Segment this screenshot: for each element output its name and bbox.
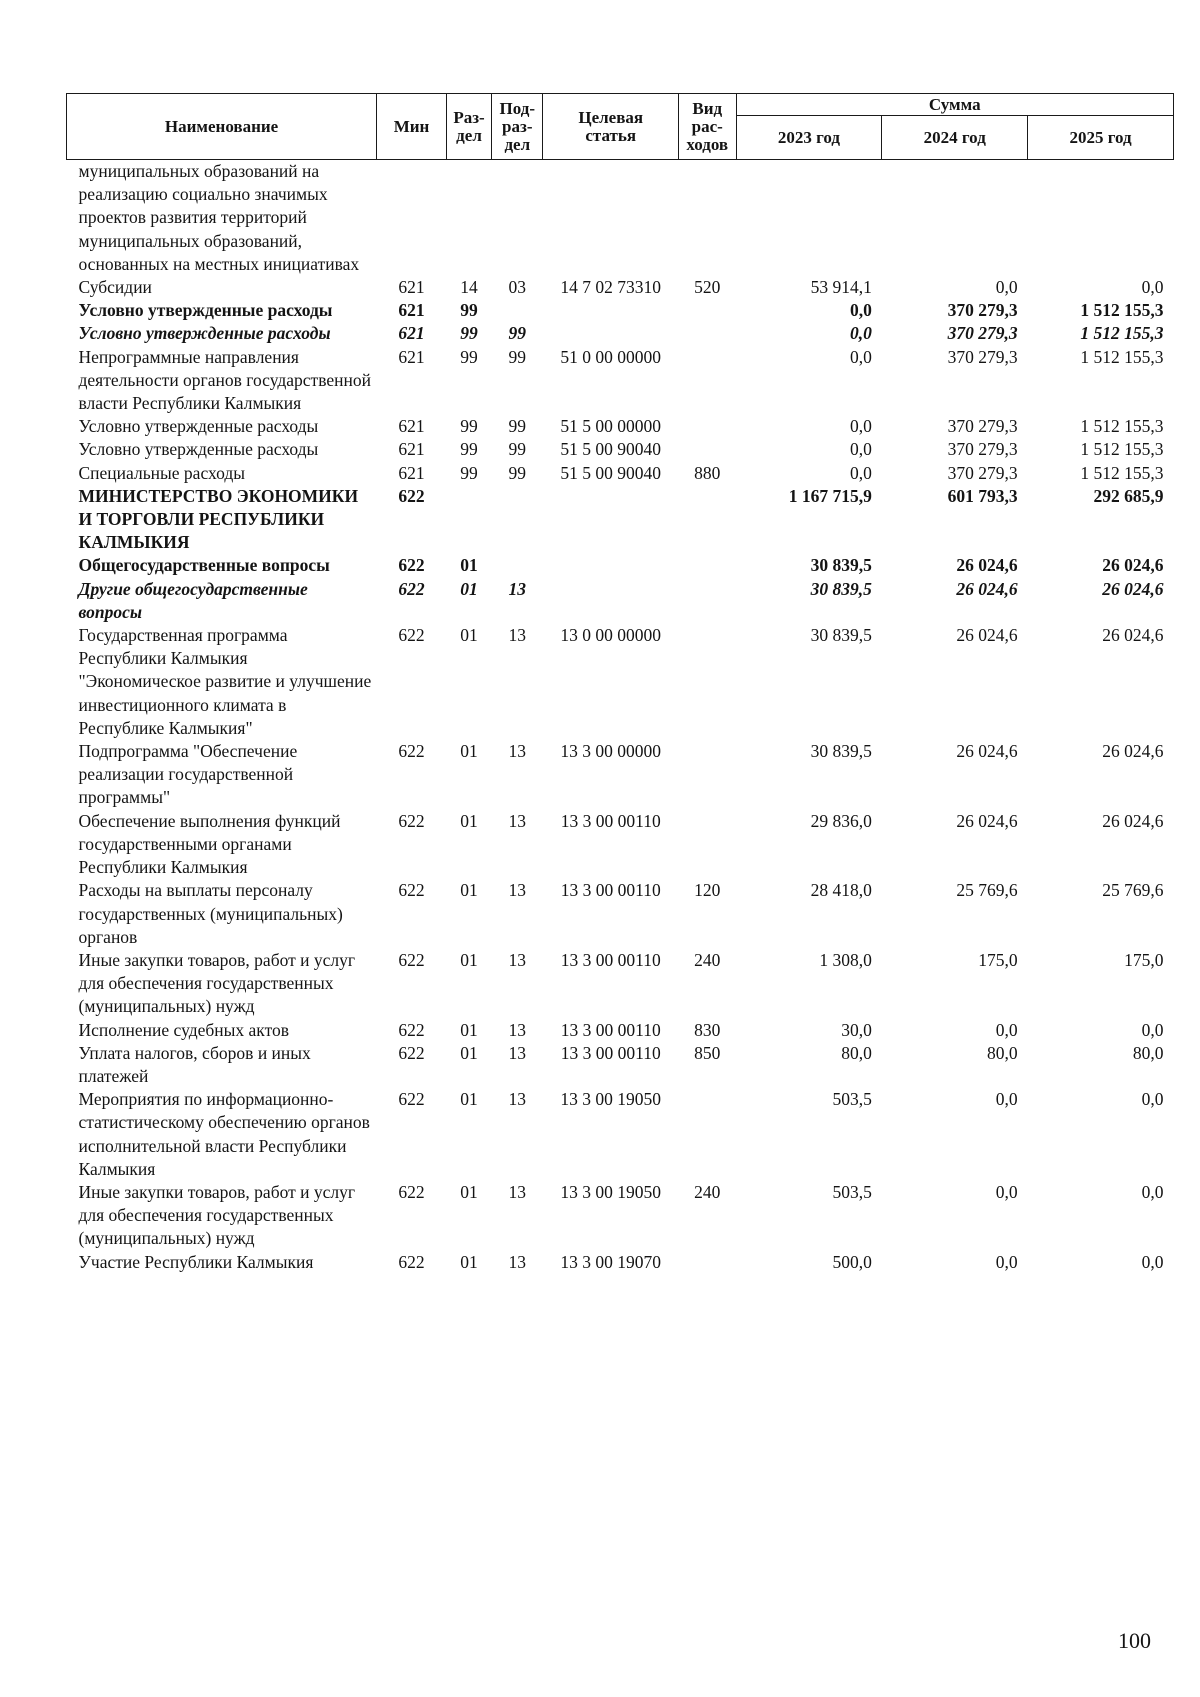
row-value-2024: 0,0	[995, 1181, 1018, 1202]
table-row	[67, 578, 1174, 624]
row-vid	[679, 1251, 737, 1274]
row-vid	[679, 438, 737, 461]
row-podrazdel: 13	[508, 741, 527, 762]
row-name: Условно утвержденные расходы	[78, 416, 319, 437]
table-row	[67, 1042, 1174, 1088]
row-value-2024: 26 024,6	[956, 810, 1018, 831]
row-min: 621	[398, 300, 425, 321]
row-vid	[679, 322, 737, 345]
row-value-2024: 370 279,3	[947, 462, 1018, 483]
row-podrazdel: 99	[508, 323, 527, 344]
row-celevaya: 13 3 00 19050	[560, 1089, 662, 1110]
row-name: Условно утвержденные расходы	[78, 439, 319, 460]
row-min: 622	[398, 810, 425, 831]
row-value-2023: 0,0	[849, 323, 872, 344]
header-min: Мин	[377, 94, 447, 160]
row-min: 622	[398, 1019, 425, 1040]
row-podrazdel: 99	[508, 346, 527, 367]
table-row	[67, 1088, 1174, 1181]
row-value-2025: 26 024,6	[1102, 810, 1164, 831]
row-celevaya: 13 3 00 00000	[560, 741, 662, 762]
row-podrazdel	[492, 554, 543, 577]
row-name: Участие Республики Калмыкия	[78, 1251, 314, 1272]
row-podrazdel: 13	[508, 1089, 527, 1110]
row-podrazdel: 13	[508, 1042, 527, 1063]
row-razdel: 01	[460, 880, 478, 901]
row-razdel: 01	[460, 1089, 478, 1110]
row-min: 622	[398, 1181, 425, 1202]
row-name: Общегосударственные вопросы	[78, 555, 330, 576]
row-value-2023: 30,0	[841, 1019, 872, 1040]
table-row	[67, 322, 1174, 345]
row-name: Условно утвержденные расходы	[78, 323, 331, 344]
row-value-2023: 500,0	[832, 1251, 872, 1272]
table-row	[67, 276, 1174, 299]
header-razdel: Раз- дел	[446, 94, 491, 160]
row-value-2023: 30 839,5	[810, 741, 872, 762]
row-vid: 240	[694, 949, 721, 970]
row-celevaya: 13 3 00 19070	[560, 1251, 662, 1272]
row-razdel: 01	[460, 1251, 478, 1272]
row-value-2025: 0,0	[1141, 1019, 1164, 1040]
row-value-2025: 1 512 155,3	[1080, 439, 1164, 460]
row-name: Иные закупки товаров, работ и услуг для обеспечения государственных (муниципальных) нужд	[78, 949, 356, 1017]
row-min: 622	[398, 1042, 425, 1063]
row-name: Подпрограмма "Обеспечение реализации государственной программы"	[78, 741, 298, 808]
table-row	[67, 879, 1174, 949]
row-celevaya	[543, 160, 679, 277]
row-value-2024: 0,0	[995, 1251, 1018, 1272]
table-row	[67, 624, 1174, 740]
row-celevaya	[543, 554, 679, 577]
row-razdel: 01	[460, 625, 478, 646]
row-value-2023: 80,0	[841, 1042, 872, 1063]
row-celevaya: 13 3 00 19050	[560, 1181, 662, 1202]
table-row	[67, 1019, 1174, 1042]
row-celevaya: 13 3 00 00110	[560, 1019, 661, 1040]
table-row	[67, 438, 1174, 461]
row-value-2023: 1 308,0	[819, 949, 872, 970]
row-name: Субсидии	[78, 277, 152, 298]
row-vid	[679, 160, 737, 277]
row-value-2025: 175,0	[1124, 949, 1164, 970]
row-vid	[679, 485, 737, 555]
row-vid	[679, 554, 737, 577]
row-name: Государственная программа Республики Калмыкия "Экономическое развитие и улучшение инвестиционного климата в Республике Калмыкия"	[78, 625, 372, 738]
row-value-2025: 26 024,6	[1102, 578, 1164, 599]
page-number: 100	[1118, 1628, 1151, 1653]
row-vid	[679, 624, 737, 740]
row-razdel: 01	[460, 1181, 478, 1202]
row-value-2023: 1 167 715,9	[788, 485, 872, 506]
row-vid	[679, 578, 737, 624]
row-podrazdel	[492, 160, 543, 277]
row-razdel: 99	[460, 323, 478, 344]
row-min: 621	[398, 462, 425, 483]
row-min: 621	[398, 439, 425, 460]
row-podrazdel: 13	[508, 880, 527, 901]
table-body	[67, 160, 1174, 1274]
table-row	[67, 160, 1174, 277]
row-value-2024: 370 279,3	[947, 416, 1018, 437]
row-value-2025: 25 769,6	[1102, 880, 1164, 901]
row-min: 622	[398, 625, 425, 646]
row-razdel: 01	[460, 1019, 478, 1040]
row-razdel: 01	[460, 810, 478, 831]
table-row	[67, 810, 1174, 880]
table-row	[67, 485, 1174, 555]
row-celevaya	[543, 322, 679, 345]
header-summa: Сумма	[736, 94, 1174, 116]
row-min: 622	[398, 555, 425, 576]
row-name: Уплата налогов, сборов и иных платежей	[78, 1042, 311, 1086]
row-value-2023: 28 418,0	[810, 880, 872, 901]
table-row	[67, 949, 1174, 1019]
header-celevaya: Целевая статья	[543, 94, 679, 160]
row-razdel: 01	[460, 578, 478, 599]
row-value-2023: 30 839,5	[810, 625, 872, 646]
row-name: Условно утвержденные расходы	[78, 300, 333, 321]
table-row	[67, 740, 1174, 810]
row-value-2024: 0,0	[995, 1019, 1018, 1040]
row-vid: 850	[694, 1042, 721, 1063]
row-value-2024: 370 279,3	[947, 346, 1018, 367]
row-celevaya: 14 7 02 73310	[560, 277, 662, 298]
row-vid: 240	[694, 1181, 721, 1202]
table-row	[67, 415, 1174, 438]
row-name: Обеспечение выполнения функций государственными органами Республики Калмыкия	[78, 810, 341, 878]
row-vid	[679, 415, 737, 438]
row-vid: 120	[694, 880, 721, 901]
header-year-2024: 2024 год	[882, 116, 1028, 160]
row-name: Непрограммные направления деятельности органов государственной власти Республики Калмыкия	[78, 346, 371, 414]
row-podrazdel: 13	[508, 810, 527, 831]
row-value-2023: 0,0	[849, 439, 872, 460]
row-min: 621	[398, 346, 425, 367]
row-razdel: 01	[460, 949, 478, 970]
row-min: 622	[398, 485, 425, 506]
row-value-2023	[736, 160, 882, 277]
row-value-2025: 26 024,6	[1102, 625, 1164, 646]
row-name: Мероприятия по информационно-статистическому обеспечению органов исполнительной власти Республики Калмыкия	[78, 1089, 370, 1179]
row-celevaya: 51 5 00 90040	[560, 439, 662, 460]
row-value-2025: 80,0	[1132, 1042, 1164, 1063]
row-celevaya: 13 0 00 00000	[560, 625, 662, 646]
row-value-2023: 503,5	[832, 1089, 872, 1110]
row-value-2023: 53 914,1	[810, 277, 872, 298]
row-name: Иные закупки товаров, работ и услуг для обеспечения государственных (муниципальных) нужд	[78, 1181, 356, 1249]
row-value-2024: 0,0	[995, 277, 1018, 298]
row-podrazdel: 13	[508, 949, 527, 970]
row-value-2025: 1 512 155,3	[1080, 300, 1164, 321]
row-value-2025: 292 685,9	[1093, 485, 1164, 506]
row-value-2025: 26 024,6	[1102, 555, 1164, 576]
row-value-2024: 26 024,6	[956, 625, 1018, 646]
table-row	[67, 1251, 1174, 1274]
row-value-2024: 25 769,6	[956, 880, 1018, 901]
header-vid: Вид рас- ходов	[679, 94, 737, 160]
table-row	[67, 299, 1174, 322]
row-value-2024: 370 279,3	[947, 439, 1018, 460]
row-value-2023: 0,0	[849, 346, 872, 367]
row-value-2025: 26 024,6	[1102, 741, 1164, 762]
row-value-2025: 0,0	[1141, 1251, 1164, 1272]
row-value-2024: 0,0	[995, 1089, 1018, 1110]
row-podrazdel	[492, 485, 543, 555]
row-celevaya: 51 5 00 00000	[560, 416, 662, 437]
row-podrazdel: 99	[508, 439, 527, 460]
row-value-2024: 26 024,6	[956, 555, 1018, 576]
row-min: 621	[398, 416, 425, 437]
row-min: 622	[398, 578, 425, 599]
header-year-2025: 2025 год	[1028, 116, 1174, 160]
row-razdel: 01	[460, 741, 478, 762]
row-value-2025: 1 512 155,3	[1080, 323, 1164, 344]
row-value-2024: 370 279,3	[947, 323, 1018, 344]
table-row	[67, 554, 1174, 577]
row-vid	[679, 810, 737, 880]
row-value-2024: 370 279,3	[947, 300, 1018, 321]
row-razdel: 01	[460, 1042, 478, 1063]
table-row	[67, 462, 1174, 485]
row-celevaya: 13 3 00 00110	[560, 810, 661, 831]
table-row	[67, 346, 1174, 416]
row-value-2024: 26 024,6	[956, 741, 1018, 762]
row-value-2025: 0,0	[1141, 1089, 1164, 1110]
row-min: 622	[398, 1251, 425, 1272]
row-min	[377, 160, 447, 277]
row-vid	[679, 1088, 737, 1181]
row-razdel: 99	[460, 416, 478, 437]
row-min: 622	[398, 880, 425, 901]
row-value-2024: 175,0	[978, 949, 1018, 970]
row-value-2023: 30 839,5	[810, 578, 872, 599]
row-min: 622	[398, 949, 425, 970]
row-value-2025: 0,0	[1141, 277, 1164, 298]
row-name: Специальные расходы	[78, 462, 245, 483]
table-row	[67, 1181, 1174, 1251]
row-podrazdel: 03	[508, 277, 527, 298]
row-razdel: 99	[460, 346, 478, 367]
row-celevaya: 13 3 00 00110	[560, 880, 661, 901]
row-razdel	[446, 160, 491, 277]
row-value-2025: 0,0	[1141, 1181, 1164, 1202]
row-value-2023: 503,5	[832, 1181, 872, 1202]
row-value-2024: 601 793,3	[947, 485, 1018, 506]
row-celevaya: 51 5 00 90040	[560, 462, 662, 483]
row-podrazdel: 13	[508, 1251, 527, 1272]
row-vid: 830	[694, 1019, 721, 1040]
row-podrazdel: 13	[508, 1019, 527, 1040]
row-razdel: 14	[460, 277, 478, 298]
row-podrazdel	[492, 299, 543, 322]
row-value-2023: 30 839,5	[810, 555, 872, 576]
table-header	[67, 94, 1174, 160]
row-vid	[679, 299, 737, 322]
row-podrazdel: 13	[508, 625, 527, 646]
row-value-2025: 1 512 155,3	[1080, 416, 1164, 437]
row-celevaya: 13 3 00 00110	[560, 949, 661, 970]
row-podrazdel: 13	[508, 1181, 527, 1202]
header-podrazdel: Под- раз- дел	[492, 94, 543, 160]
row-razdel: 01	[460, 555, 478, 576]
row-name: Другие общегосударственные вопросы	[78, 578, 308, 622]
row-value-2025: 1 512 155,3	[1080, 462, 1164, 483]
row-razdel: 99	[460, 439, 478, 460]
row-vid: 880	[694, 462, 721, 483]
header-year-2023: 2023 год	[736, 116, 882, 160]
row-celevaya: 13 3 00 00110	[560, 1042, 661, 1063]
row-podrazdel: 99	[508, 462, 527, 483]
row-celevaya	[543, 578, 679, 624]
row-vid	[679, 740, 737, 810]
row-name: муниципальных образований на реализацию социально значимых проектов развития территорий муниципальных образований, основанных на местных инициативах	[78, 161, 360, 274]
row-value-2023: 29 836,0	[810, 810, 872, 831]
row-celevaya	[543, 485, 679, 555]
row-vid	[679, 346, 737, 416]
row-razdel: 99	[460, 462, 478, 483]
header-name: Наименование	[67, 94, 377, 160]
row-podrazdel: 99	[508, 416, 527, 437]
row-name: МИНИСТЕРСТВО ЭКОНОМИКИ И ТОРГОВЛИ РЕСПУБЛИКИ КАЛМЫКИЯ	[78, 485, 359, 553]
row-celevaya	[543, 299, 679, 322]
row-value-2023: 0,0	[849, 300, 872, 321]
row-value-2023: 0,0	[849, 462, 872, 483]
row-vid: 520	[694, 277, 721, 298]
row-min: 622	[398, 1089, 425, 1110]
row-min: 621	[398, 323, 425, 344]
row-name: Расходы на выплаты персоналу государственных (муниципальных) органов	[78, 880, 343, 947]
row-razdel	[446, 485, 491, 555]
row-value-2023: 0,0	[849, 416, 872, 437]
row-podrazdel: 13	[508, 578, 527, 599]
row-value-2024: 26 024,6	[956, 578, 1018, 599]
row-value-2025: 1 512 155,3	[1080, 346, 1164, 367]
row-value-2024	[882, 160, 1028, 277]
row-min: 621	[398, 277, 425, 298]
row-celevaya: 51 0 00 00000	[560, 346, 662, 367]
row-value-2024: 80,0	[987, 1042, 1018, 1063]
row-min: 622	[398, 741, 425, 762]
row-name: Исполнение судебных актов	[78, 1019, 290, 1040]
row-razdel: 99	[460, 300, 478, 321]
budget-table-sheet	[66, 93, 1174, 1274]
budget-table	[66, 93, 1174, 1274]
row-value-2025	[1028, 160, 1174, 277]
